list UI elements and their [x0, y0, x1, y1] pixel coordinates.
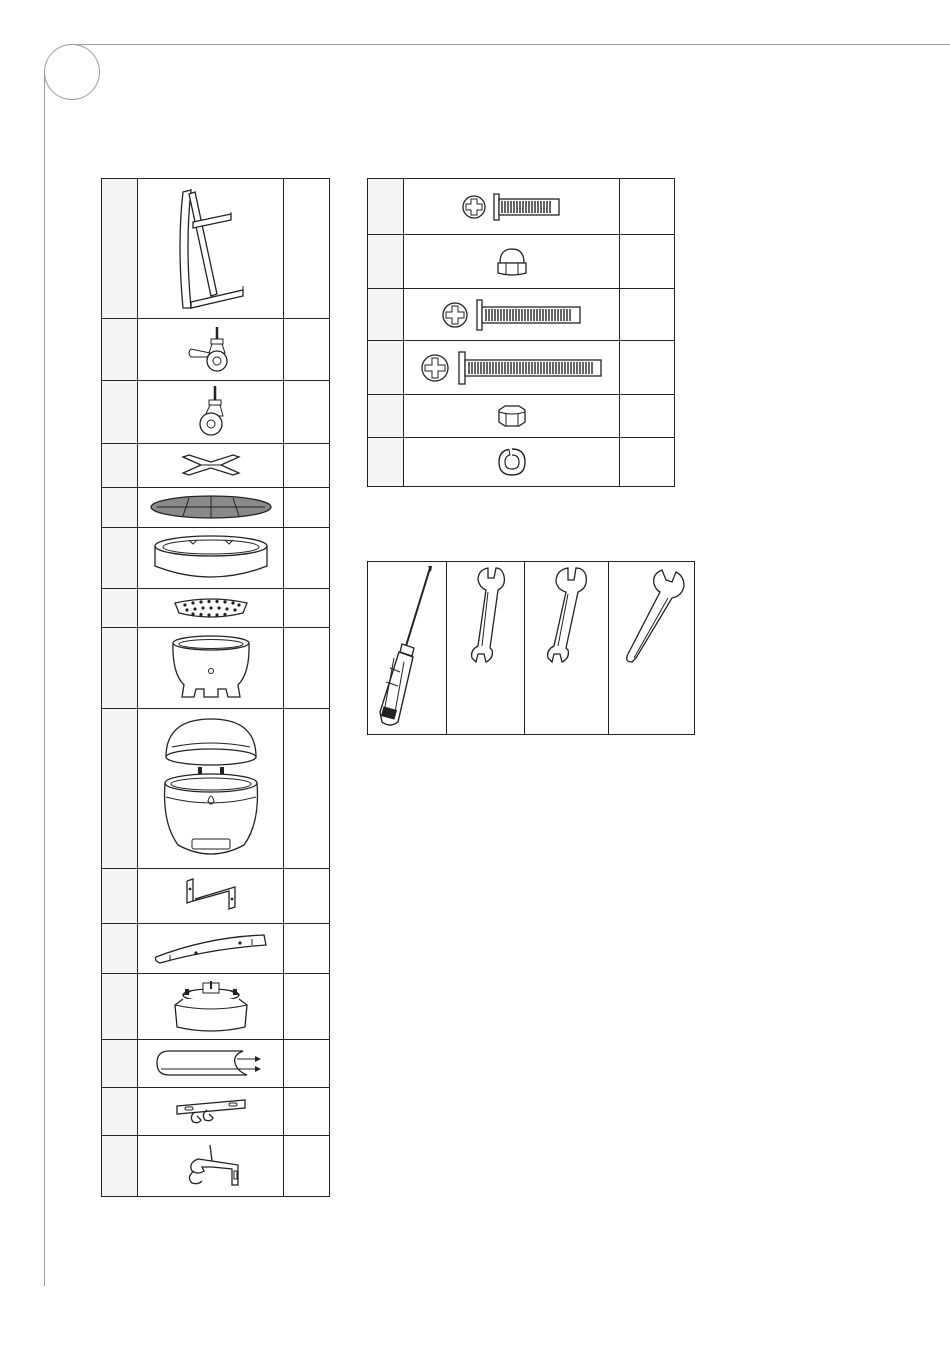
handle-icon	[152, 931, 270, 967]
caster-icon	[191, 384, 231, 440]
hardware-quantity	[620, 395, 675, 438]
part-quantity	[284, 444, 330, 487]
shelf-bracket-icon	[171, 1092, 251, 1130]
part-number	[102, 1039, 138, 1087]
part-number	[102, 444, 138, 487]
cooking-grate-icon	[149, 492, 273, 522]
hardware-quantity	[620, 235, 675, 289]
part-number	[102, 381, 138, 444]
part-quantity	[284, 1135, 330, 1196]
tool-cell	[368, 562, 447, 735]
hardware-number	[368, 395, 404, 438]
short-bolt-icon	[460, 189, 564, 225]
part-number	[102, 319, 138, 381]
hardware-number	[368, 235, 404, 289]
part-quantity	[284, 924, 330, 974]
screwdriver-icon	[368, 562, 446, 732]
side-bracket-icon	[176, 1141, 246, 1191]
part-quantity	[284, 708, 330, 868]
table-row	[368, 289, 675, 341]
tool-cell	[609, 562, 695, 735]
part-number	[102, 1087, 138, 1135]
part-number	[102, 869, 138, 924]
locking-caster-icon	[183, 323, 239, 377]
table-row	[102, 444, 330, 487]
hardware-number	[368, 179, 404, 235]
leg-frame-icon	[171, 184, 251, 314]
table-row	[368, 341, 675, 395]
table-row	[102, 179, 330, 319]
medium-bolt-icon	[440, 297, 584, 333]
table-row	[102, 869, 330, 924]
tool-cell	[525, 562, 609, 735]
part-quantity	[284, 527, 330, 588]
table-row	[102, 708, 330, 868]
table-row	[368, 179, 675, 235]
part-number	[102, 974, 138, 1039]
spring-washer-icon	[495, 445, 529, 479]
part-number	[102, 708, 138, 868]
firebox-icon	[166, 633, 256, 703]
part-number	[102, 1135, 138, 1196]
handle-bracket-icon	[179, 875, 243, 917]
hex-nut-icon	[495, 402, 529, 430]
hardware-quantity	[620, 341, 675, 395]
part-quantity	[284, 869, 330, 924]
part-number	[102, 487, 138, 527]
part-number	[102, 527, 138, 588]
hardware-number	[368, 341, 404, 395]
page-number-badge	[44, 44, 100, 100]
hardware-quantity	[620, 289, 675, 341]
table-row	[368, 395, 675, 438]
table-row	[102, 924, 330, 974]
table-row	[368, 235, 675, 289]
page-frame-top-line	[74, 44, 950, 45]
table-row	[102, 974, 330, 1039]
table-row	[102, 1087, 330, 1135]
table-row	[102, 527, 330, 588]
part-quantity	[284, 1087, 330, 1135]
tools-table	[367, 561, 695, 735]
part-number	[102, 179, 138, 319]
part-number	[102, 588, 138, 627]
table-row	[368, 562, 695, 735]
table-row	[102, 1039, 330, 1087]
table-row	[102, 627, 330, 708]
part-quantity	[284, 381, 330, 444]
hardware-number	[368, 289, 404, 341]
part-quantity	[284, 179, 330, 319]
hook-spanner-icon	[610, 562, 694, 732]
part-quantity	[284, 487, 330, 527]
part-quantity	[284, 627, 330, 708]
table-row	[368, 438, 675, 487]
hardware-quantity	[620, 179, 675, 235]
part-quantity	[284, 588, 330, 627]
hardware-quantity	[620, 438, 675, 487]
grill-body-icon	[156, 713, 266, 865]
part-quantity	[284, 1039, 330, 1087]
table-row	[102, 487, 330, 527]
cross-divider-icon	[179, 451, 243, 481]
cap-nut-icon	[492, 245, 532, 279]
top-vent-icon	[171, 979, 251, 1035]
page-frame-left-line	[44, 74, 45, 1286]
table-row	[102, 381, 330, 444]
table-row	[102, 1135, 330, 1196]
part-number	[102, 627, 138, 708]
ash-tray-icon	[155, 1045, 267, 1081]
part-quantity	[284, 319, 330, 381]
table-row	[102, 319, 330, 381]
open-wrench-large-icon	[526, 562, 608, 732]
open-wrench-small-icon	[448, 562, 524, 732]
part-quantity	[284, 974, 330, 1039]
hardware-number	[368, 438, 404, 487]
long-bolt-icon	[419, 349, 605, 387]
fire-ring-icon	[149, 532, 273, 584]
parts-list-table	[101, 178, 330, 1197]
tool-cell	[447, 562, 525, 735]
charcoal-grate-icon	[171, 593, 251, 623]
table-row	[102, 588, 330, 627]
hardware-list-table	[367, 178, 675, 487]
part-number	[102, 924, 138, 974]
